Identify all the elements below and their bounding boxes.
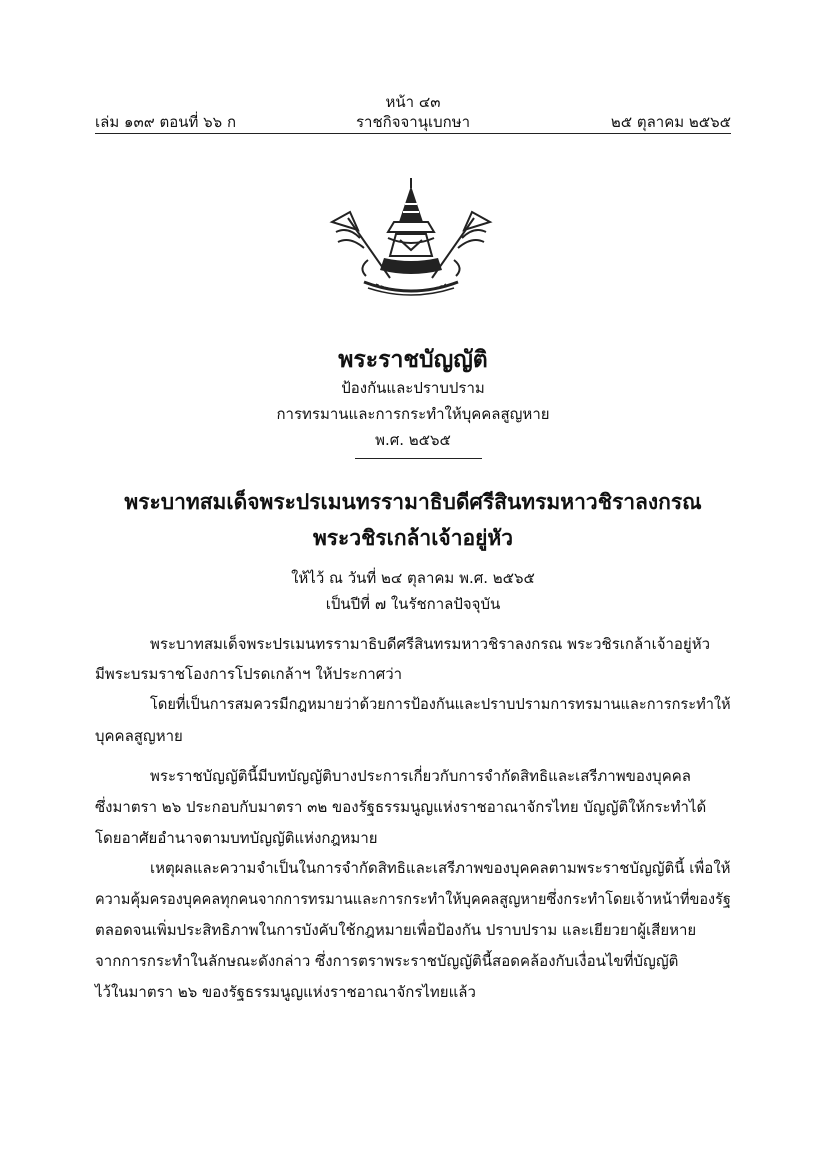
- publication-date: ๒๕ ตุลาคม ๒๕๖๕: [610, 113, 731, 131]
- preamble-line: จากการกระทำในลักษณะดังกล่าว ซึ่งการตราพระราชบัญญัตินี้สอดคล้องกับเงื่อนไขที่บัญญัติ: [95, 952, 679, 970]
- preamble-line: ซึ่งมาตรา ๒๖ ประกอบกับมาตรา ๓๒ ของรัฐธรรมนูญแห่งราชอาณาจักรไทย บัญญัติให้กระทำได้: [95, 798, 707, 816]
- preamble-line: พระราชบัญญัตินี้มีบทบัญญัติบางประการเกี่ยวกับการจำกัดสิทธิและเสรีภาพของบุคคล: [150, 767, 691, 785]
- king-title-line1: พระบาทสมเด็จพระปรเมนทรรามาธิบดีศรีสินทรมหาวชิราลงกรณ: [124, 490, 702, 514]
- act-title: พระราชบัญญัติ: [338, 347, 488, 373]
- act-subtitle-line2: การทรมานและการกระทำให้บุคคลสูญหาย: [276, 405, 550, 423]
- preamble-line: โดยที่เป็นการสมควรมีกฎหมายว่าด้วยการป้องกันและปราบปรามการทรมานและการกระทำให้: [150, 695, 731, 713]
- publication-name: ราชกิจจานุเบกษา: [355, 113, 471, 131]
- preamble-line: ความคุ้มครองบุคคลทุกคนจากการทรมานและการกระทำให้บุคคลสูญหายซึ่งกระทำโดยเจ้าหน้าที่ของรัฐ: [95, 890, 731, 908]
- gazette-header: [95, 110, 731, 132]
- king-title-line2: พระวชิรเกล้าเจ้าอยู่หัว: [312, 526, 514, 550]
- preamble-line: พระบาทสมเด็จพระปรเมนทรรามาธิบดีศรีสินทรมหาวชิราลงกรณ พระวชิรเกล้าเจ้าอยู่หัว: [150, 635, 711, 653]
- given-date-line: ให้ไว้ ณ วันที่ ๒๔ ตุลาคม พ.ศ. ๒๕๖๕: [291, 569, 535, 587]
- royal-emblem-icon: [328, 178, 494, 300]
- reign-year-line: เป็นปีที่ ๗ ในรัชกาลปัจจุบัน: [325, 595, 501, 613]
- preamble-line: เหตุผลและความจำเป็นในการจำกัดสิทธิและเสรีภาพของบุคคลตามพระราชบัญญัตินี้ เพื่อให้: [150, 859, 731, 877]
- preamble-line: มีพระบรมราชโองการโปรดเกล้าฯ ให้ประกาศว่า: [95, 665, 403, 683]
- act-year: พ.ศ. ๒๕๖๕: [375, 431, 451, 449]
- act-subtitle-line1: ป้องกันและปราบปราม: [341, 379, 485, 397]
- preamble-line: ตลอดจนเพิ่มประสิทธิภาพในการบังคับใช้กฎหมายเพื่อป้องกัน ปราบปราม และเยียวยาผู้เสียหาย: [95, 921, 697, 939]
- preamble-line: ไว้ในมาตรา ๒๖ ของรัฐธรรมนูญแห่งราชอาณาจักรไทยแล้ว: [95, 983, 476, 1001]
- preamble-line: โดยอาศัยอำนาจตามบทบัญญัติแห่งกฎหมาย: [95, 829, 378, 847]
- page-number: หน้า ๔๓: [385, 93, 441, 111]
- title-divider: [355, 458, 482, 459]
- preamble-line: บุคคลสูญหาย: [95, 727, 183, 745]
- volume-issue: เล่ม ๑๓๙ ตอนที่ ๖๖ ก: [95, 113, 237, 131]
- header-divider: [95, 133, 731, 134]
